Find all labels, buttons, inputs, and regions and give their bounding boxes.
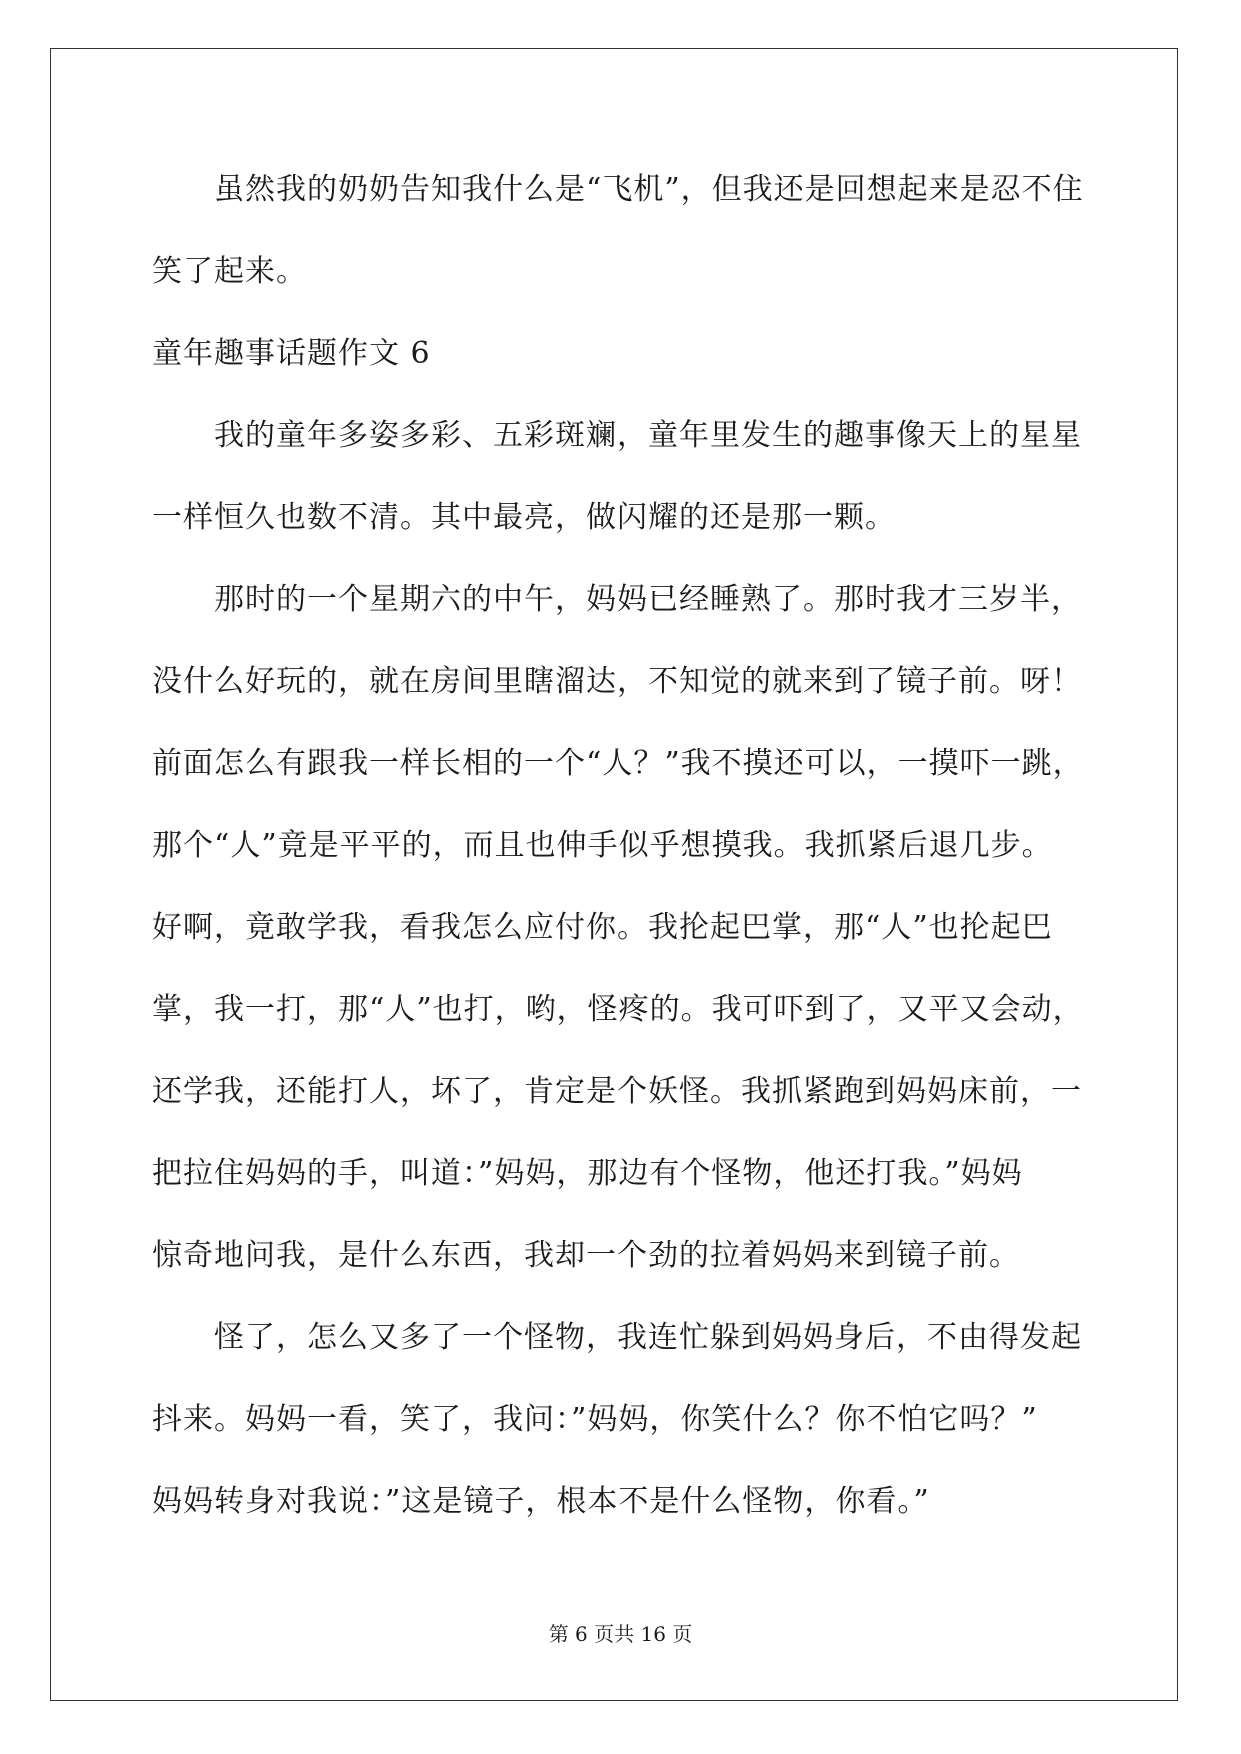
- paragraph-line: 好啊，竟敢学我，看我怎么应付你。我抡起巴掌，那“人”也抡起巴: [152, 910, 1053, 945]
- paragraph-line: 我的童年多姿多彩、五彩斑斓，童年里发生的趣事像天上的星星: [214, 418, 1082, 453]
- paragraph-line: 笑了起来。: [152, 254, 307, 289]
- paragraph-line: 惊奇地问我，是什么东西，我却一个劲的拉着妈妈来到镜子前。: [152, 1238, 1020, 1273]
- paragraph-line: 虽然我的奶奶告知我什么是“飞机”，但我还是回想起来是忍不住: [214, 172, 1084, 207]
- paragraph-line: 还学我，还能打人，坏了，肯定是个妖怪。我抓紧跑到妈妈床前，一: [152, 1074, 1082, 1109]
- paragraph-line: 前面怎么有跟我一样长相的一个“人？”我不摸还可以，一摸吓一跳，: [152, 746, 1084, 781]
- page-total: 共 16 页: [614, 1622, 693, 1646]
- page-number: 第 6 页: [548, 1622, 615, 1646]
- document-body: [152, 160, 1092, 1554]
- paragraph-line: 没什么好玩的，就在房间里瞎溜达，不知觉的就来到了镜子前。呀！: [152, 664, 1082, 699]
- paragraph-line: 那个“人”竟是平平的，而且也伸手似乎想摸我。我抓紧后退几步。: [152, 828, 1053, 863]
- paragraph-line: 抖来。妈妈一看，笑了，我问：”妈妈，你笑什么？你不怕它吗？”: [152, 1402, 1038, 1437]
- paragraph-line: 把拉住妈妈的手，叫道：”妈妈，那边有个怪物，他还打我。”妈妈: [152, 1156, 1023, 1191]
- section-heading: 童年趣事话题作文 6: [152, 336, 431, 371]
- paragraph-line: 妈妈转身对我说：”这是镜子，根本不是什么怪物，你看。”: [152, 1484, 930, 1519]
- paragraph-line: 一样恒久也数不清。其中最亮，做闪耀的还是那一颗。: [152, 500, 896, 535]
- paragraph-line: 掌，我一打，那“人”也打，哟，怪疼的。我可吓到了，又平又会动，: [152, 992, 1084, 1027]
- paragraph-line: 那时的一个星期六的中午，妈妈已经睡熟了。那时我才三岁半，: [214, 582, 1082, 617]
- paragraph-line: 怪了，怎么又多了一个怪物，我连忙躲到妈妈身后，不由得发起: [214, 1320, 1082, 1355]
- page-footer: [0, 1618, 1241, 1647]
